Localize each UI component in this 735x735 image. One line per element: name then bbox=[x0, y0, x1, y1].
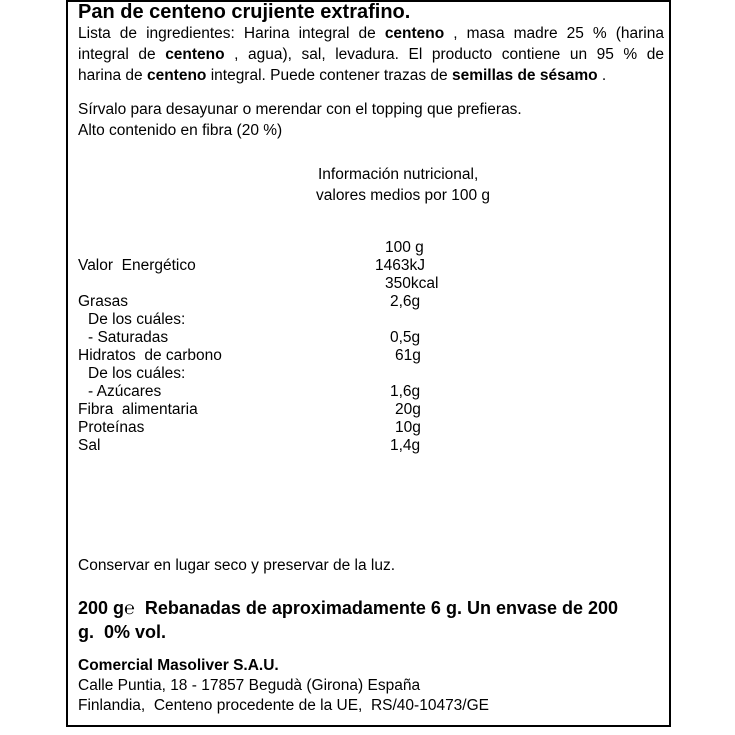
nutrition-column-header: 100 g bbox=[385, 239, 424, 256]
nutrition-label-carbohydrates: Hidratos de carbono bbox=[78, 347, 222, 364]
nutrition-value-fat: 2,6g bbox=[390, 293, 421, 310]
nutrition-label-protein: Proteínas bbox=[78, 419, 145, 436]
allergen-centeno: centeno bbox=[165, 46, 225, 63]
nutrition-label-of-which: De los cuáles: bbox=[88, 365, 186, 382]
nutrition-label-salt: Sal bbox=[78, 437, 101, 454]
ingredients-line-3 bbox=[78, 66, 664, 86]
allergen-centeno: centeno bbox=[384, 25, 445, 42]
nutrition-value-salt: 1,4g bbox=[390, 437, 421, 454]
ingredients-text: , masa madre 25 % (harina bbox=[444, 25, 664, 42]
serving-suggestion: Sírvalo para desayunar o merendar con el topping que prefieras. bbox=[78, 101, 522, 118]
ingredients-line-2 bbox=[78, 45, 664, 65]
nutrition-value-energy-kcal: 350kcal bbox=[385, 275, 439, 292]
origin-registration: Finlandia, Centeno procedente de la UE, RS/40-10473/GE bbox=[78, 697, 490, 714]
product-title: Pan de centeno crujiente extrafino. bbox=[78, 1, 411, 23]
nutrition-subheading: valores medios por 100 g bbox=[316, 187, 491, 204]
allergen-sesamo: semillas de sésamo bbox=[451, 67, 598, 84]
nutrition-label-fiber: Fibra alimentaria bbox=[78, 401, 198, 418]
nutrition-label-fat: Grasas bbox=[78, 293, 128, 310]
ingredients-text: integral de bbox=[78, 46, 166, 63]
nutrition-heading: Información nutricional, bbox=[318, 166, 479, 183]
nutrition-value-sugars: 1,6g bbox=[390, 383, 421, 400]
allergen-centeno: centeno bbox=[146, 67, 207, 84]
nutrition-value-carbohydrates: 61g bbox=[395, 347, 421, 364]
ingredients-text: . bbox=[597, 67, 607, 84]
fiber-claim: Alto contenido en fibra (20 %) bbox=[78, 122, 283, 139]
nutrition-value-protein: 10g bbox=[395, 419, 421, 436]
ingredients-text: harina de bbox=[78, 67, 147, 84]
net-weight-line-2: g. 0% vol. bbox=[78, 622, 167, 642]
nutrition-label-sugars: - Azúcares bbox=[88, 383, 162, 400]
nutrition-label-of-which: De los cuáles: bbox=[88, 311, 186, 328]
net-weight-line-1: 200 g℮ Rebanadas de aproximadamente 6 g. Un envase de 200 bbox=[78, 598, 619, 618]
nutrition-value-saturated: 0,5g bbox=[390, 329, 421, 346]
storage-instructions: Conservar en lugar seco y preservar de la luz. bbox=[78, 557, 396, 574]
ingredients-text: , agua), sal, levadura. El producto contiene un 95 % de bbox=[224, 46, 665, 63]
nutrition-label-energy: Valor Energético bbox=[78, 257, 196, 274]
company-name: Comercial Masoliver S.A.U. bbox=[78, 657, 279, 674]
ingredients-line-1 bbox=[78, 24, 664, 44]
nutrition-label-saturated: - Saturadas bbox=[88, 329, 169, 346]
nutrition-value-fiber: 20g bbox=[395, 401, 421, 418]
company-address: Calle Puntia, 18 - 17857 Begudà (Girona) España bbox=[78, 677, 421, 694]
nutrition-value-energy-kj: 1463kJ bbox=[375, 257, 425, 274]
ingredients-text: Lista de ingredientes: Harina integral de bbox=[78, 25, 385, 42]
ingredients-text: integral. Puede contener trazas de bbox=[206, 67, 452, 84]
